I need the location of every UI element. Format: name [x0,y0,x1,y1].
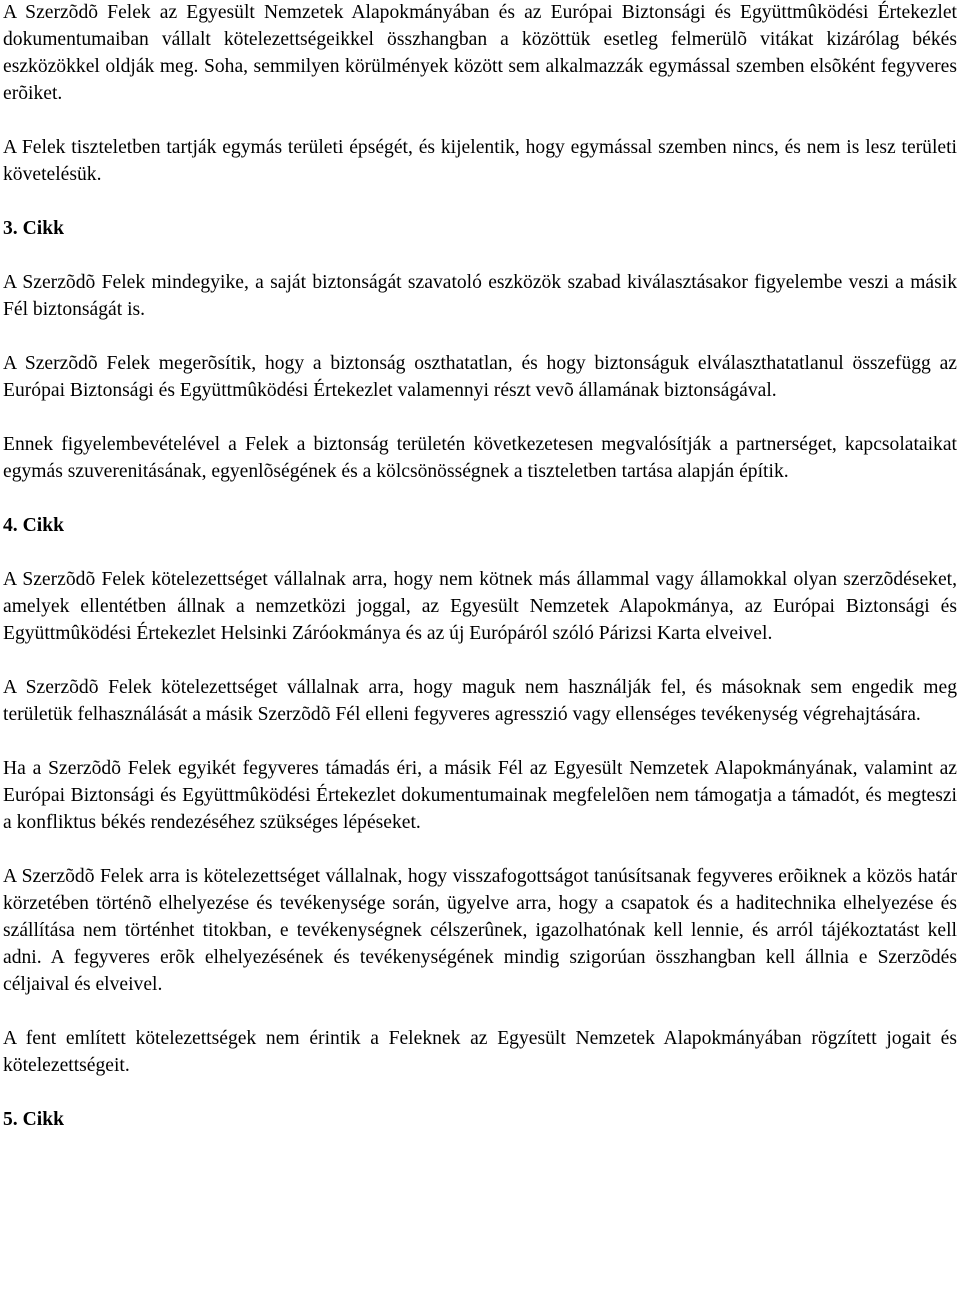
article-3-heading: 3. Cikk [3,218,64,239]
article-4-paragraph-3: Ha a Szerzõdõ Felek egyikét fegyveres támadás éri, a másik Fél az Egyesült Nemzetek Alapokmányának, valamint az Európai Biztonsági és Együttmûködési Értekezlet dokumentumainak megfelelõen nem támogatja a támadót, és megteszi a konfliktus békés rendezéséhez szükséges lépéseket. [3,758,957,833]
article-4-paragraph-5: A fent említett kötelezettségek nem érintik a Feleknek az Egyesült Nemzetek Alapokmányában rögzített jogait és kötelezettségeit. [3,1028,957,1076]
document-page [3,0,957,1160]
article-4-paragraph-4: A Szerzõdõ Felek arra is kötelezettséget vállalnak, hogy visszafogottságot tanúsítsanak fegyveres erõiknek a közös határ körzetében történõ elhelyezése és tevékenysége során, ügyelve arra, hogy a csapatok és a haditechnika elhelyezése és szállítása nem történhet titokban, e tevékenységnek célszerûnek, igazolhatónak kell lennie, és arról tájékoztatást kell adni. A fegyveres erõk elhelyezésének és tevékenységének mindig szigorúan összhangban kell állnia e Szerzõdés céljaival és elveivel. [3,866,957,995]
intro-paragraph-2: A Felek tiszteletben tartják egymás területi épségét, és kijelentik, hogy egymással szemben nincs, és nem is lesz területi követelésük. [3,137,957,185]
article-3-paragraph-3: Ennek figyelembevételével a Felek a biztonság területén következetesen megvalósítják a partnerséget, kapcsolataikat egymás szuverenitásának, egyenlõségének és a kölcsönösségnek a tiszteletben tartása alapján építik. [3,434,957,482]
intro-paragraph-1: A Szerzõdõ Felek az Egyesült Nemzetek Alapokmányában és az Európai Biztonsági és Együttmûködési Értekezlet dokumentumaiban vállalt kötelezettségeikkel összhangban a közöttük esetleg felmerülõ vitákat kizárólag békés eszközökkel oldják meg. Soha, semmilyen körülmények között sem alkalmazzák egymással szemben elsõként fegyveres erõiket. [3,2,957,104]
article-3-paragraph-2: A Szerzõdõ Felek megerõsítik, hogy a biztonság oszthatatlan, és hogy biztonságuk elválaszthatatlanul összefügg az Európai Biztonsági és Együttmûködési Értekezlet valamennyi részt vevõ államának biztonságával. [3,353,957,401]
article-4-paragraph-2: A Szerzõdõ Felek kötelezettséget vállalnak arra, hogy maguk nem használják fel, és másoknak sem engedik meg területük felhasználását a másik Szerzõdõ Fél elleni fegyveres agresszió vagy ellenséges tevékenység végrehajtására. [3,677,957,725]
article-4-paragraph-1: A Szerzõdõ Felek kötelezettséget vállalnak arra, hogy nem kötnek más állammal vagy államokkal olyan szerzõdéseket, amelyek ellentétben állnak a nemzetközi joggal, az Egyesült Nemzetek Alapokmánya, az Európai Biztonsági és Együttmûködési Értekezlet Helsinki Záróokmánya és az új Európáról szóló Párizsi Karta elveivel. [3,569,957,644]
article-5-heading: 5. Cikk [3,1109,64,1130]
article-4-heading: 4. Cikk [3,515,64,536]
article-3-paragraph-1: A Szerzõdõ Felek mindegyike, a saját biztonságát szavatoló eszközök szabad kiválasztásakor figyelembe veszi a másik Fél biztonságát is. [3,272,957,320]
